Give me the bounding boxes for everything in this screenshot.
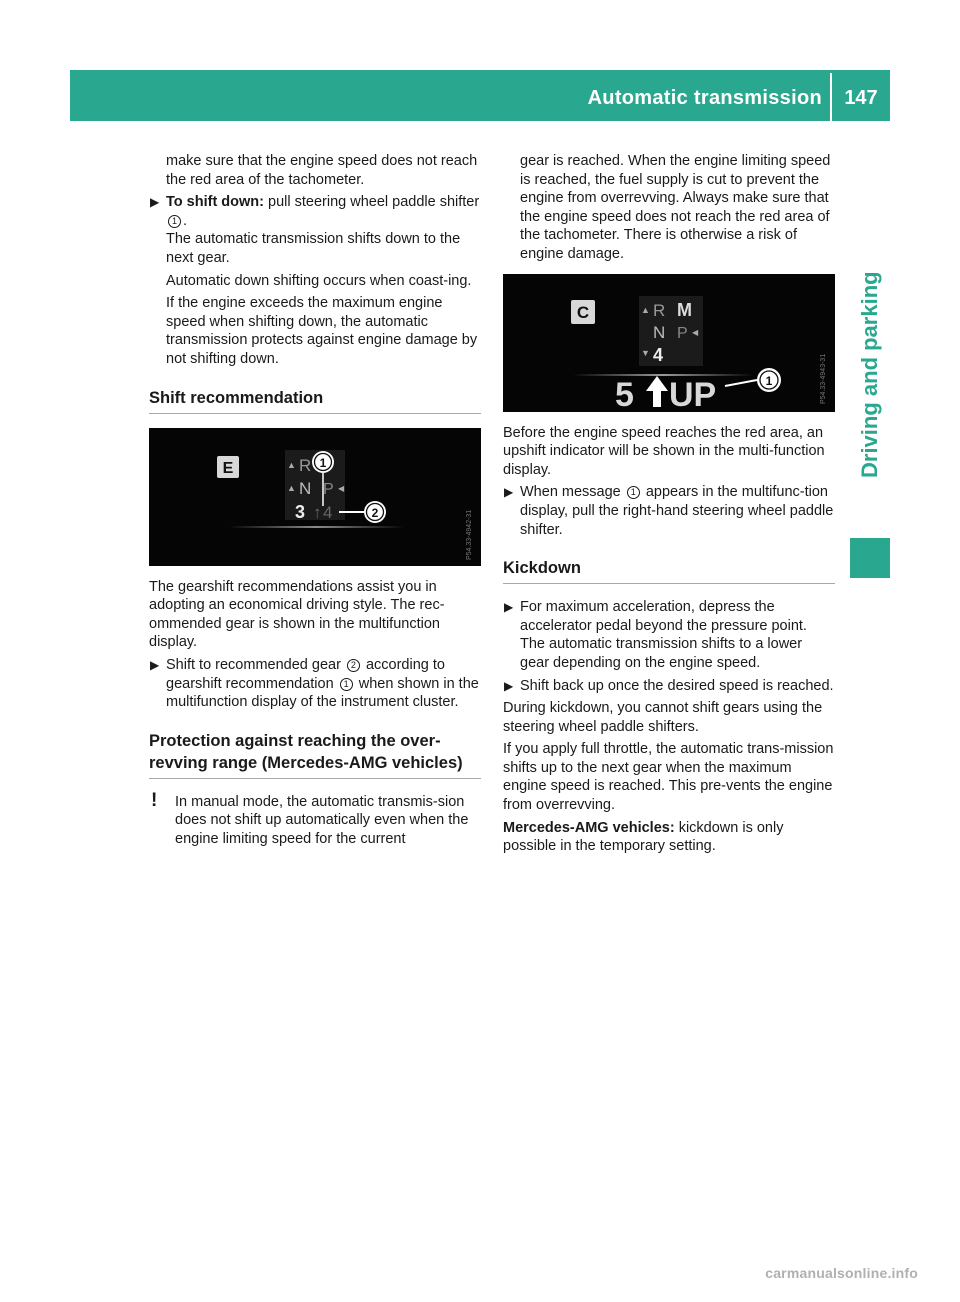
step-text: Shift back up once the desired speed is reached.: [520, 677, 834, 694]
svg-text:▼: ▼: [641, 347, 650, 358]
kickdown-step-2: [503, 677, 835, 696]
step-arrow-icon: ▶: [150, 195, 160, 210]
shift-down-label: To shift down:: [166, 194, 264, 211]
up-arrow-icon: [646, 376, 668, 407]
recommended-gear: 4: [323, 502, 333, 522]
shift-recommendation-step: [149, 656, 481, 712]
section-title: Automatic transmission: [587, 87, 822, 109]
shift-down-note-1: Automatic down shifting occurs when coast-ing.: [166, 272, 472, 289]
step-arrow-icon: ▶: [150, 657, 160, 672]
shift-recommendation-figure: [149, 428, 481, 566]
side-tab-marker: [850, 538, 890, 578]
svg-text:◀: ◀: [338, 483, 345, 493]
footer-watermark: carmanualsonline.info: [765, 1265, 918, 1281]
mode-letter: C: [576, 302, 590, 322]
callout-1: 1: [765, 373, 773, 388]
kickdown-step-1: [503, 598, 835, 672]
svg-text:▲: ▲: [641, 304, 650, 315]
gear-r: R: [653, 300, 666, 320]
upshift-display-illustration: [503, 274, 835, 412]
warning-note: [149, 789, 481, 849]
left-column: [149, 152, 481, 848]
upshift-message: UP: [669, 375, 717, 412]
shift-down-note-2: If the engine exceeds the maximum engine speed when shifting down, the automatic transmission protects against engine damage by not shifting down.: [166, 295, 478, 367]
marker-1-icon: 1: [627, 486, 640, 499]
upshift-figure: [503, 274, 835, 412]
callout-1: 1: [319, 455, 327, 470]
step-arrow-icon: ▶: [504, 485, 514, 500]
step-text: Shift to recommended gear: [166, 656, 341, 673]
svg-text:▲: ▲: [287, 482, 296, 493]
step-arrow-icon: ▶: [504, 678, 514, 693]
figure-code: P54.33-4942-31: [466, 509, 473, 560]
kickdown-heading: Kickdown: [503, 557, 835, 584]
gear-p: P: [677, 324, 688, 342]
instrument-display-illustration: [149, 428, 481, 566]
protection-heading: Protection against reaching the over-revving range (Mercedes-AMG vehicles): [149, 730, 481, 779]
callout-2: 2: [371, 505, 379, 520]
step-text: when shown in the multifunction display of the instrument cluster.: [166, 675, 479, 711]
kickdown-para-2: If you apply full throttle, the automatic trans-mission shifts up to the next gear when the maximum engine speed is reached. This pre-vents the engine from overrevving.: [503, 741, 834, 814]
side-tab-label: Driving and parking: [857, 271, 882, 478]
kickdown-para-1: During kickdown, you cannot shift gears using the steering wheel paddle shifters.: [503, 700, 823, 735]
upshift-para: Before the engine speed reaches the red area, an upshift indicator will be shown in the multi-function display.: [503, 424, 825, 478]
page-number: 147: [844, 87, 878, 109]
shift-recommendation-para: The gearshift recommendations assist you in adopting an economical driving style. The rec-ommended gear is shown in the multifunction display.: [149, 578, 445, 651]
step-text: For maximum acceleration, depress the accelerator pedal beyond the pressure point. The automatic transmission shifts to a lower gear depending on the engine speed.: [520, 599, 807, 671]
gear-n: N: [653, 322, 666, 342]
svg-text:◀: ◀: [692, 327, 699, 337]
step-text: appears in the multifunc-tion display, pull the right-hand steering wheel paddle shifter.: [520, 484, 834, 538]
amg-label: Mercedes-AMG vehicles:: [503, 819, 675, 836]
upshift-gear-number: 5: [615, 375, 634, 412]
shift-recommendation-heading: Shift recommendation: [149, 387, 481, 414]
step-text: according to gearshift recommendation: [166, 656, 445, 692]
shift-down-result: The automatic transmission shifts down to the next gear.: [166, 231, 461, 266]
gear-r: R: [299, 455, 312, 475]
step-arrow-icon: ▶: [504, 600, 514, 615]
gear-n: N: [299, 478, 312, 498]
header-bar: [70, 70, 890, 121]
upshift-step: [503, 483, 835, 539]
shift-down-text: pull steering wheel paddle shifter: [268, 194, 480, 211]
current-gear: 4: [653, 344, 664, 365]
amg-text: kickdown is only possible in the temporary setting.: [503, 819, 784, 855]
step-text: When message: [520, 484, 621, 501]
shift-down-punct: .: [183, 212, 188, 229]
figure-code: P54.33-4943-31: [820, 353, 827, 404]
warning-icon: !: [151, 789, 158, 811]
mode-letter: E: [222, 459, 234, 477]
svg-text:▲: ▲: [287, 459, 296, 470]
kickdown-amg-note: [503, 819, 835, 856]
gear-p: P: [323, 480, 334, 498]
marker-1-icon: 1: [168, 215, 181, 228]
marker-2-icon: 2: [347, 659, 360, 672]
marker-1-icon: 1: [340, 678, 353, 691]
warning-text: In manual mode, the automatic transmis-sion does not shift up automatically even when the engine limiting speed for the current: [175, 793, 469, 847]
gear-m: M: [677, 299, 692, 320]
svg-text:↑: ↑: [313, 502, 322, 522]
warning-continuation: gear is reached. When the engine limiting speed is reached, the fuel supply is cut to prevent the engine from overrevving. Always make sure that the engine speed does not reach the red area of the tachometer. There is otherwise a risk of engine damage.: [520, 153, 831, 262]
shift-down-step: [149, 193, 481, 267]
intro-continuation: make sure that the engine speed does not reach the red area of the tachometer.: [166, 153, 478, 188]
right-column: [503, 152, 835, 860]
current-gear: 3: [295, 501, 306, 522]
